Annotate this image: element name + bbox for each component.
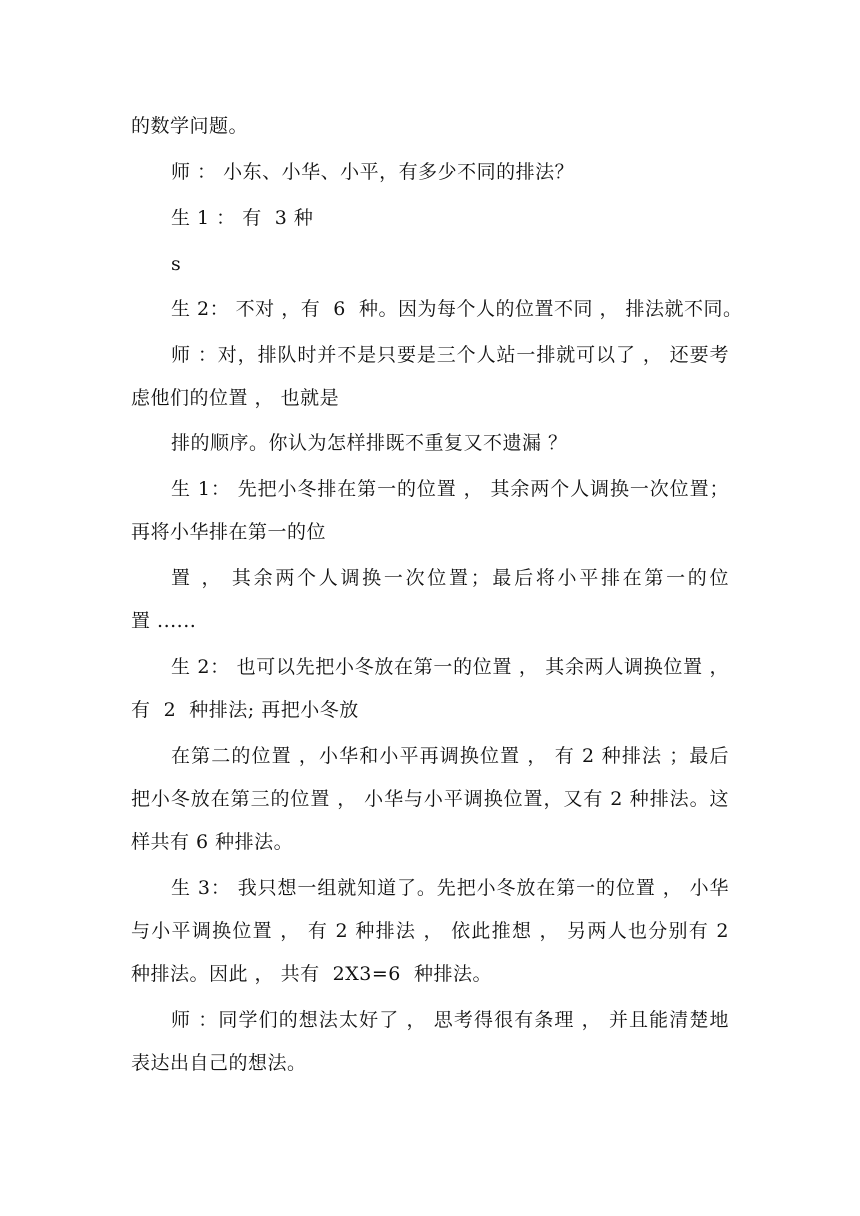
text-line: 与小平调换位置 ， 有 2 种排法 ， 依此推想 ， 另两人也分别有 2	[131, 920, 729, 942]
text-line: 虑他们的位置 ， 也就是	[131, 387, 340, 409]
text-line: 置 ......	[131, 610, 197, 632]
text-line: 把小冬放在第三的位置 ， 小华与小平调换位置，又有 2 种排法。这	[131, 788, 729, 810]
text-line: 有 2 种排法; 再把小冬放	[131, 699, 359, 721]
text-line: 再将小华排在第一的位	[131, 521, 327, 543]
text-line: 在第二的位置 ，小华和小平再调换位置 ， 有 2 种排法 ；最后	[171, 745, 729, 767]
text-line: 种排法。因此 ， 共有 2X3=6 种排法。	[131, 963, 492, 985]
text-line: 生 1 ： 有 3 种	[171, 207, 314, 229]
text-line: 生 1： 先把小冬排在第一的位置 ， 其余两个人调换一次位置；	[171, 478, 729, 500]
text-line: 师 ： 小东、小华、小平，有多少不同的排法？	[171, 161, 575, 183]
text-line: 生 2： 不对 ，有 6 种。因为每个人的位置不同 ， 排法就不同。	[171, 298, 743, 320]
text-line: s	[171, 253, 182, 275]
text-line: 置 ， 其余两个人调换一次位置；最后将小平排在第一的位	[171, 567, 729, 589]
text-line: 生 2： 也可以先把小冬放在第一的位置 ， 其余两人调换位置 ，	[171, 656, 729, 678]
text-line: 生 3： 我只想一组就知道了。先把小冬放在第一的位置 ， 小华	[171, 877, 729, 899]
text-line: 排的顺序。你认为怎样排既不重复又不遗漏 ？	[171, 432, 568, 454]
text-line: 师 ：对，排队时并不是只要是三个人站一排就可以了 ， 还要考	[171, 344, 729, 366]
text-line: 师 ：同学们的想法太好了 ， 思考得很有条理 ， 并且能清楚地	[171, 1009, 729, 1031]
text-line: 样共有 6 种排法。	[131, 831, 294, 853]
text-line: 表达出自己的想法。	[131, 1052, 307, 1074]
text-line: 的数学问题。	[131, 115, 249, 137]
